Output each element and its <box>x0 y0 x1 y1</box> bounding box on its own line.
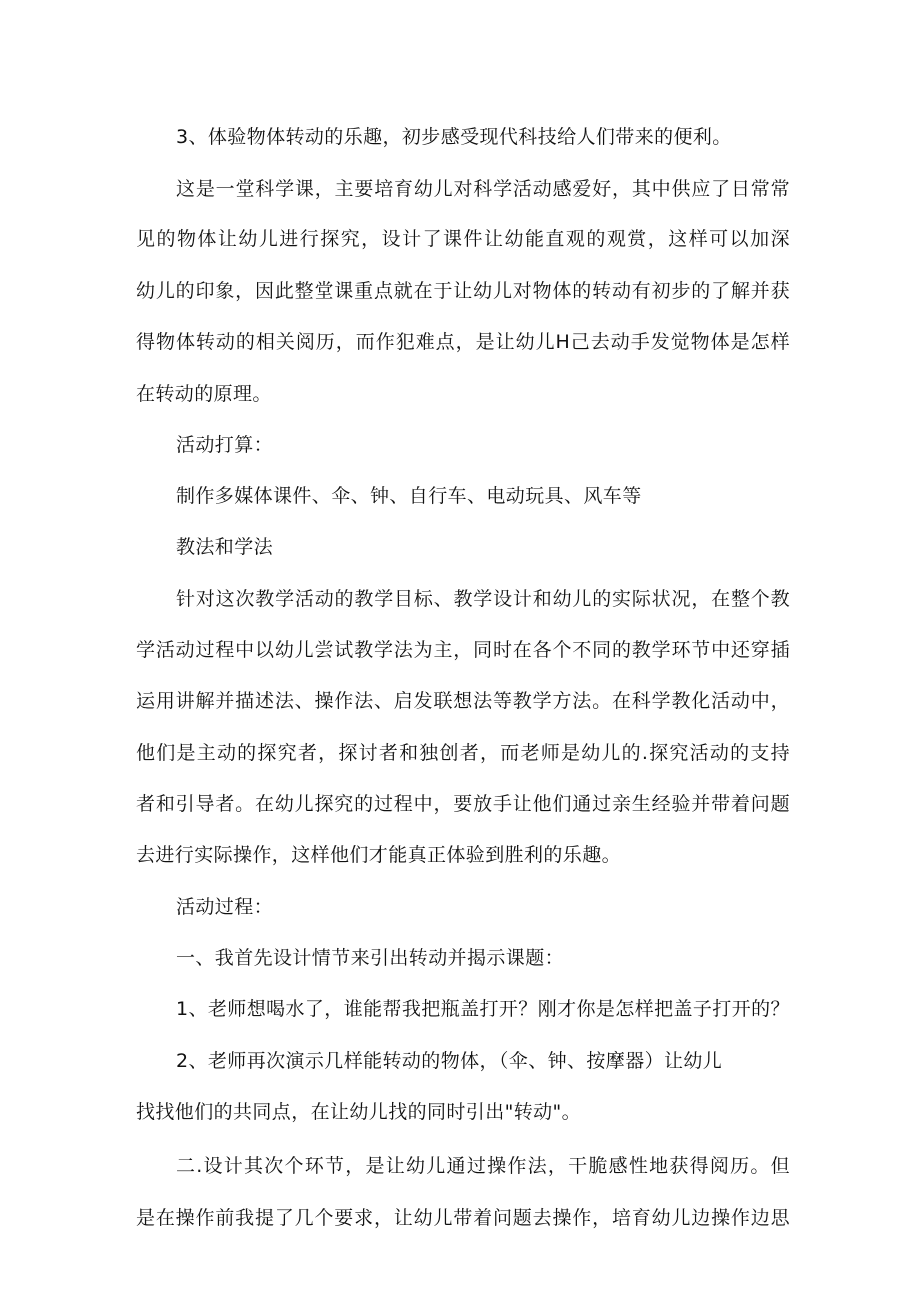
process-step-2-line-2: 是在操作前我提了几个要求，让幼儿带着问题去操作，培育幼儿边操作边思 <box>136 1207 790 1229</box>
course-analysis-line-3: 幼儿的印象，因此整堂课重点就在于让幼儿对物体的转动有初步的了解并获 <box>136 280 790 302</box>
process-step-2-line-1: 二.设计其次个环节，是让幼儿通过操作法，干脆感性地获得阅历。但 <box>176 1155 790 1177</box>
methods-line-1: 针对这次教学活动的教学目标、教学设计和幼儿的实际状况，在整个教 <box>176 588 790 610</box>
preparation-materials: 制作多媒体课件、伞、钟、自行车、电动玩具、风车等 <box>176 485 642 507</box>
process-step-1-item-2: 2、老师再次演示几样能转动的物体，（伞、钟、按摩器）让幼儿 <box>176 1050 723 1072</box>
course-analysis-line-4: 得物体转动的相关阅历，而作犯难点，是让幼儿H己去动手发觉物体是怎样 <box>136 331 790 353</box>
preparation-heading: 活动打算： <box>176 434 274 456</box>
methods-line-2: 学活动过程中以幼儿尝试教学法为主，同时在各个不同的教学环节中还穿插 <box>136 639 790 661</box>
methods-line-4: 他们是主动的探究者，探讨者和独创者，而老师是幼儿的.探究活动的支持 <box>136 742 790 764</box>
course-analysis-line-5: 在转动的原理。 <box>136 383 272 405</box>
process-step-1-heading: 一、我首先设计情节来引出转动并揭示课题： <box>176 947 565 969</box>
methods-line-5: 者和引导者。在幼儿探究的过程中，要放手让他们通过亲生经验并带着问题 <box>136 793 790 815</box>
methods-line-3: 运用讲解并描述法、操作法、启发联想法等教学方法。在科学教化活动中， <box>136 690 790 712</box>
process-step-1-item-2-continued: 找找他们的共同点，在让幼儿找的同时引出"转动"。 <box>136 1101 582 1123</box>
process-heading: 活动过程： <box>176 896 274 918</box>
course-analysis-line-2: 见的物体让幼儿进行探究，设计了课件让幼能直观的观赏，这样可以加深 <box>136 228 790 250</box>
objective-3-line: 3、体验物体转动的乐趣，初步感受现代科技给人们带来的便利。 <box>176 126 732 148</box>
methods-heading: 教法和学法 <box>176 536 274 558</box>
process-step-1-item-1: 1、老师想喝水了，谁能帮我把瓶盖打开？刚才你是怎样把盖子打开的？ <box>176 998 790 1020</box>
course-analysis-line-1: 这是一堂科学课，主要培育幼儿对科学活动感爱好，其中供应了日常常 <box>176 178 790 200</box>
methods-line-6: 去进行实际操作，这样他们才能真正体验到胜利的乐趣。 <box>136 844 622 866</box>
